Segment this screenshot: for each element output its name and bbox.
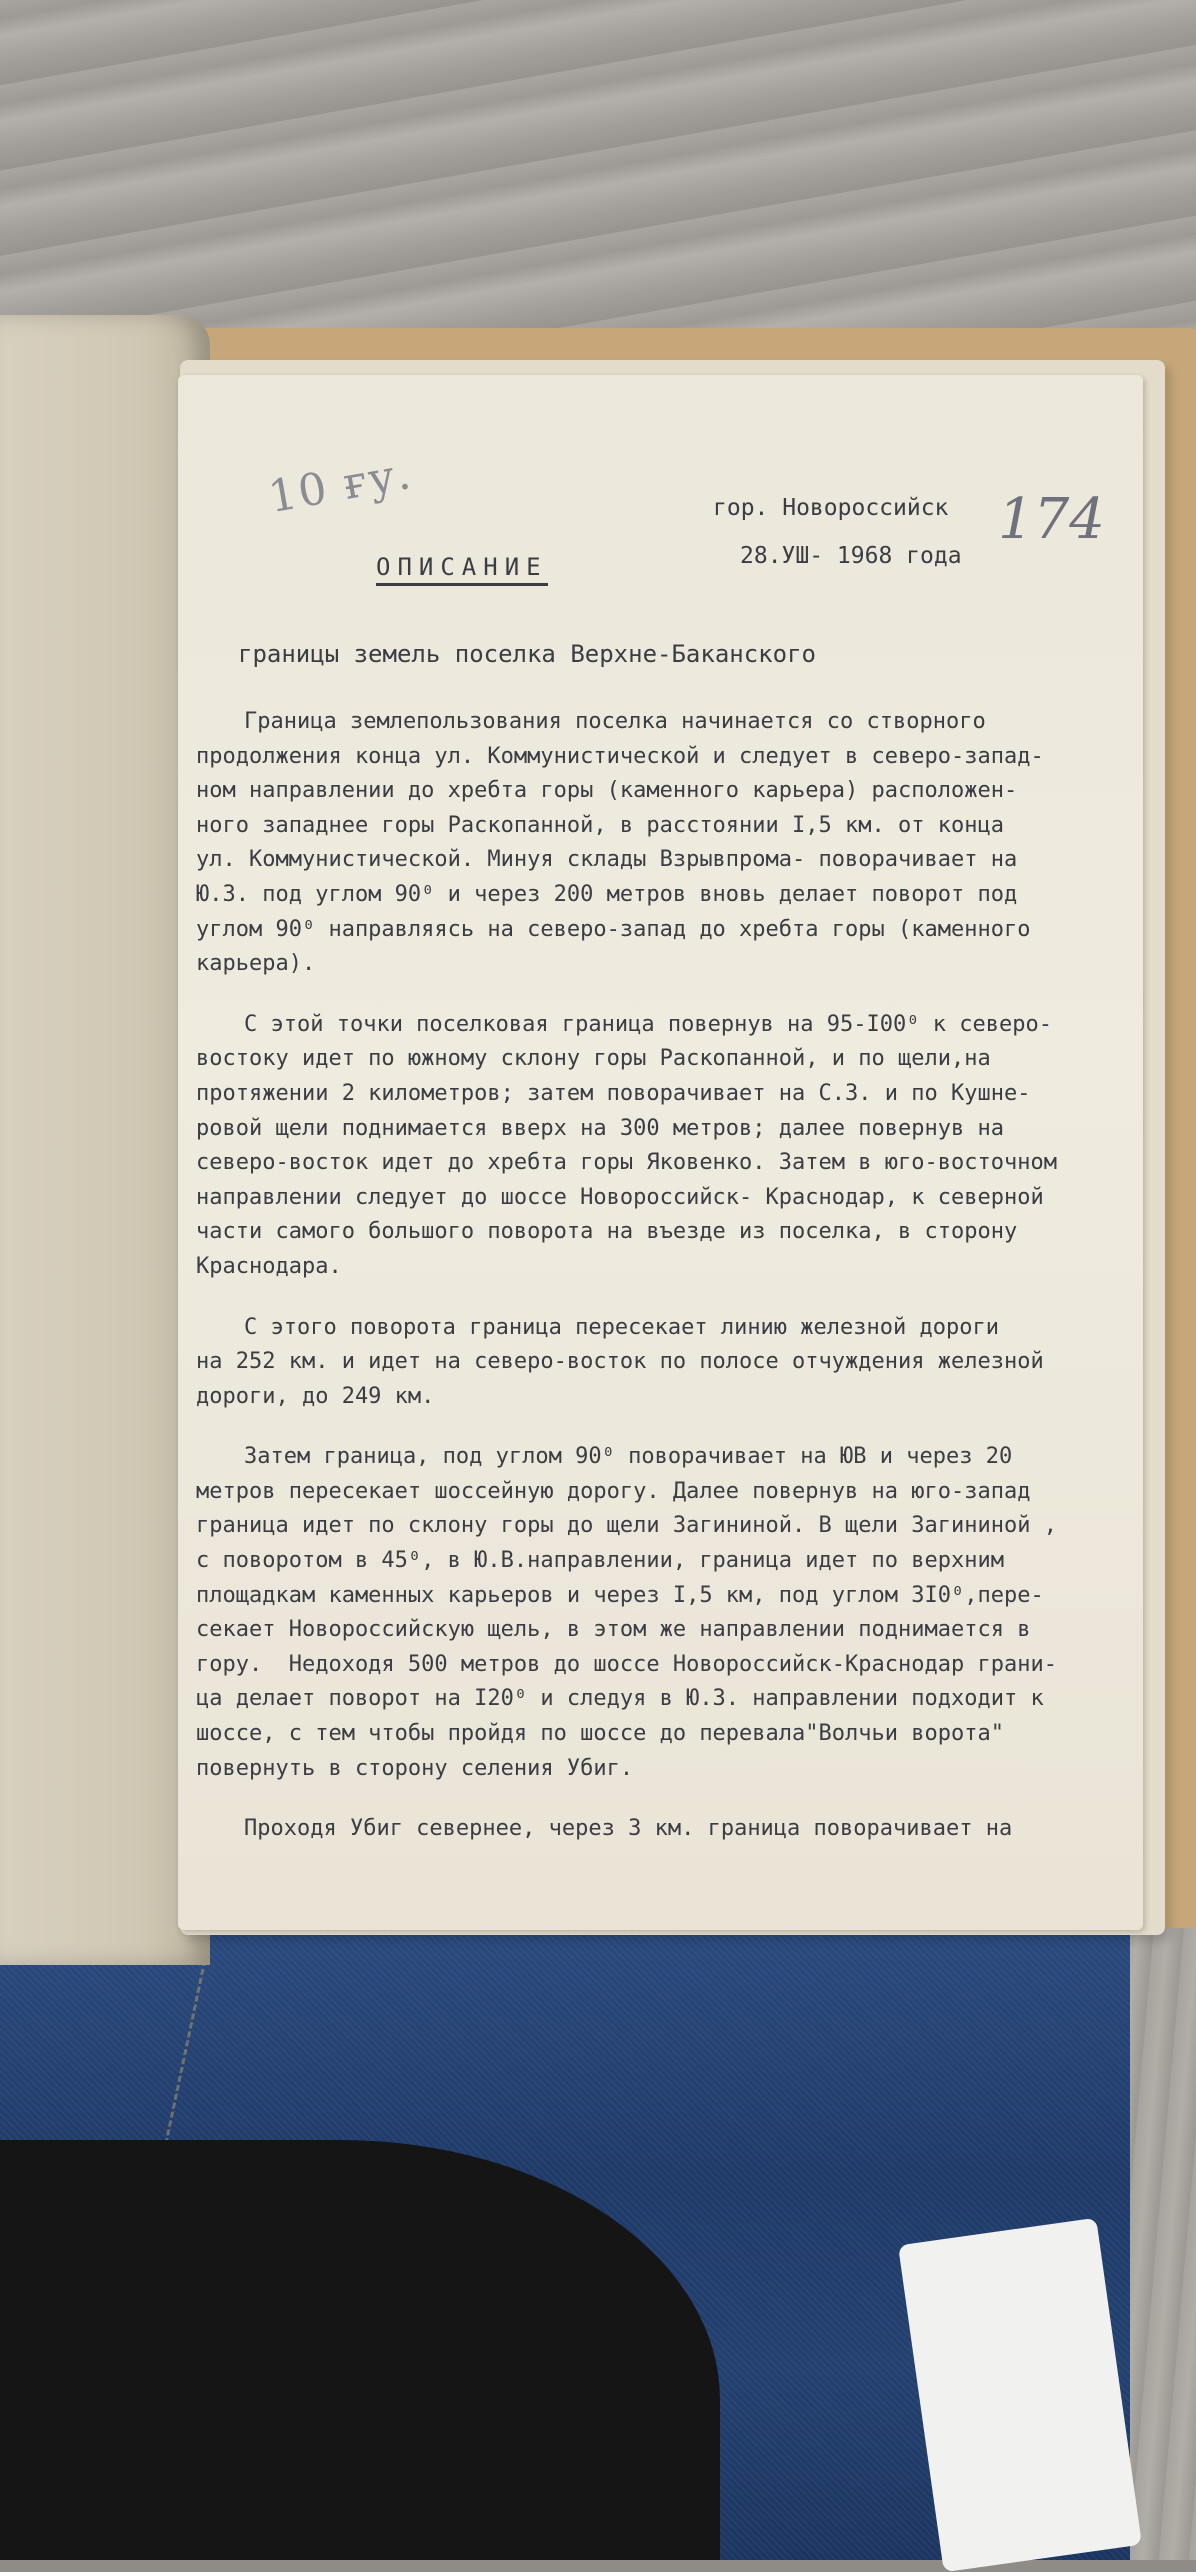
paragraph-line: ровой щели поднимается вверх на 300 метров; далее повернув на bbox=[196, 1115, 1004, 1141]
paragraph-line: площадкам каменных карьеров и через I,5 км, под углом 3I0⁰,пере- bbox=[196, 1582, 1044, 1608]
paragraph-line: С этого поворота граница пересекает линию железной дороги bbox=[244, 1314, 999, 1340]
wooden-floor-background-right bbox=[1126, 1900, 1196, 2560]
typed-document-page bbox=[178, 375, 1143, 1930]
paragraph bbox=[196, 705, 1116, 982]
paragraph-line: секает Новороссийскую щель, в этом же направлении поднимается в bbox=[196, 1617, 1031, 1643]
archive-page-number: 174 bbox=[998, 487, 1105, 552]
document-title: ОПИСАНИЕ bbox=[376, 553, 548, 586]
paragraph-line: востоку идет по южному склону горы Раскопанной, и по щели,на bbox=[196, 1046, 991, 1072]
handwritten-note: 10 ғу. bbox=[264, 447, 417, 524]
paragraph-line: протяжении 2 километров; затем поворачивает на С.З. и по Кушне- bbox=[196, 1080, 1031, 1106]
document-subtitle: границы земель поселка Верхне-Баканского bbox=[238, 640, 816, 668]
paragraph-line: Граница землепользования поселка начинается со створного bbox=[244, 709, 986, 734]
paragraph-line: с поворотом в 45⁰, в Ю.В.направлении, граница идет по верхним bbox=[196, 1548, 1004, 1574]
paragraph bbox=[196, 1812, 1116, 1847]
paragraph-line: метров пересекает шоссейную дорогу. Далее повернув на юго-запад bbox=[196, 1478, 1031, 1504]
paragraph-line: Проходя Убиг севернее, через 3 км. граница поворачивает на bbox=[244, 1816, 1013, 1842]
document-date: 28.УШ- 1968 года bbox=[740, 543, 962, 569]
paragraph-line: ул. Коммунистической. Минуя склады Взрывпрома- поворачивает на bbox=[196, 847, 1018, 873]
paragraph-line: дороги, до 249 км. bbox=[196, 1383, 435, 1409]
paragraph-line: на 252 км. и идет на северо-восток по полосе отчуждения железной bbox=[196, 1349, 1044, 1375]
paragraph-line: углом 90⁰ направляясь на северо-запад до хребта горы (каменного bbox=[196, 916, 1031, 942]
document-city: гор. Новороссийск bbox=[713, 495, 949, 521]
paragraph-line: повернуть в сторону селения Убиг. bbox=[196, 1755, 634, 1781]
paragraph-line: северо-восток идет до хребта горы Яковенко. Затем в юго-восточном bbox=[196, 1150, 1057, 1176]
paragraph-line: продолжения конца ул. Коммунистической и следует в северо-запад- bbox=[196, 743, 1044, 769]
paragraph-line: граница идет по склону горы до щели Загининой. В щели Загининой , bbox=[196, 1513, 1057, 1539]
paragraph-line: Ю.З. под углом 90⁰ и через 200 метров вновь делает поворот под bbox=[196, 881, 1018, 907]
paragraph-line: ного западнее горы Раскопанной, в расстоянии I,5 км. от конца bbox=[196, 812, 1004, 838]
paragraph-line: гору. Недоходя 500 метров до шоссе Новороссийск-Краснодар грани- bbox=[196, 1651, 1057, 1677]
paragraph bbox=[196, 1311, 1116, 1415]
paragraph-line: части самого большого поворота на въезде из поселка, в сторону bbox=[196, 1219, 1018, 1245]
paragraph-line: Краснодара. bbox=[196, 1253, 342, 1279]
paragraph-line: карьера). bbox=[196, 951, 316, 977]
paragraph bbox=[196, 1008, 1116, 1285]
paragraph-line: ца делает поворот на I20⁰ и следуя в Ю.З. направлении подходит к bbox=[196, 1686, 1044, 1712]
paragraph-line: С этой точки поселковая граница повернув на 95-I00⁰ к северо- bbox=[244, 1011, 1052, 1037]
paragraph-line: ном направлении до хребта горы (каменного карьера) расположен- bbox=[196, 778, 1018, 804]
paragraph-line: направлении следует до шоссе Новороссийск- Краснодар, к северной bbox=[196, 1184, 1044, 1210]
paragraph bbox=[196, 1440, 1116, 1786]
paragraph-line: Затем граница, под углом 90⁰ поворачивает на ЮВ и через 20 bbox=[244, 1444, 1013, 1470]
document-body bbox=[196, 705, 1116, 1873]
paragraph-line: шоссе, с тем чтобы пройдя по шоссе до перевала"Волчьи ворота" bbox=[196, 1721, 1004, 1747]
